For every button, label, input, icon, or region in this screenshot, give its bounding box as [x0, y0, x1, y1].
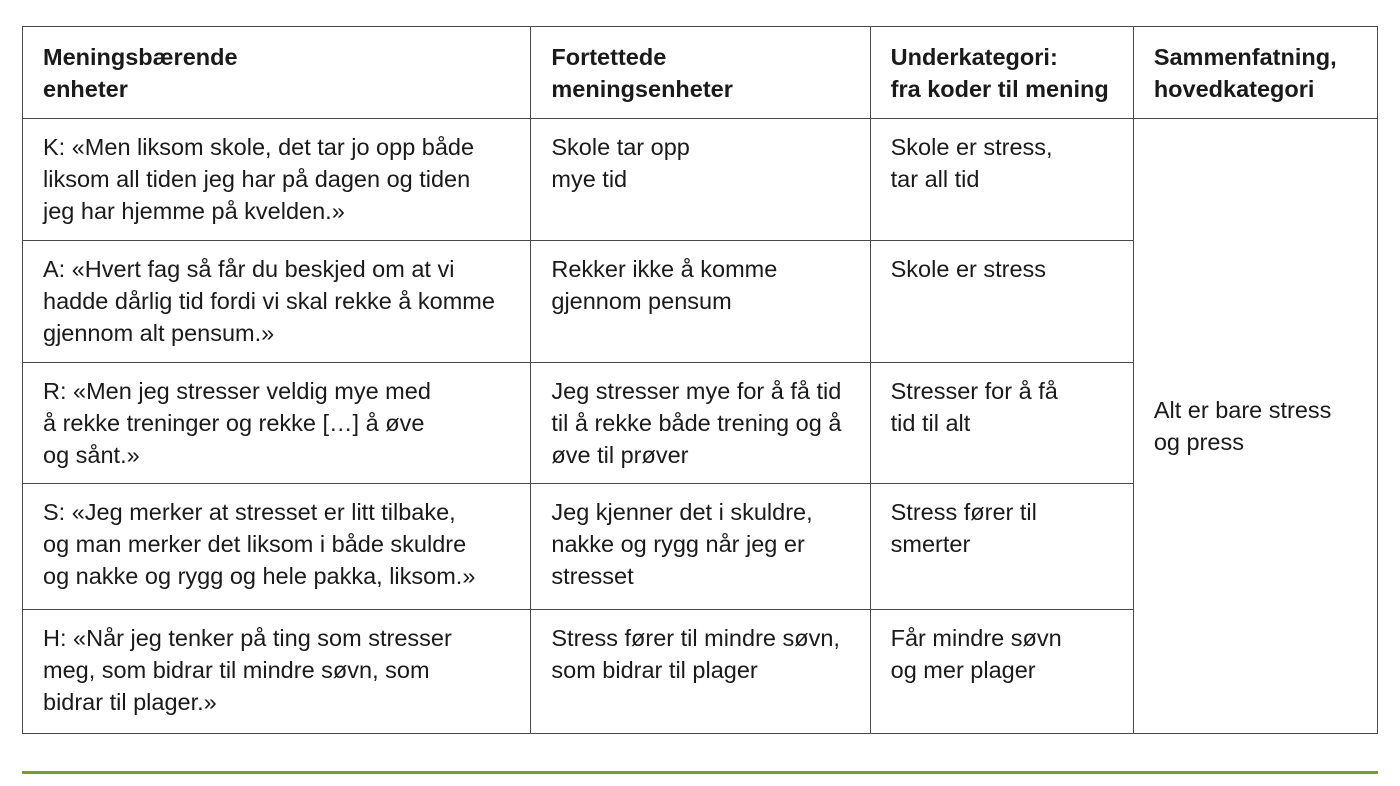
cell-subcategory: Stresser for å få tid til alt [870, 363, 1133, 484]
cell-subcategory: Skole er stress, tar all tid [870, 119, 1133, 241]
cell-condensed: Stress fører til mindre søvn, som bidrar til plager [531, 610, 870, 734]
cell-main-category: Alt er bare stress og press [1133, 119, 1377, 734]
header-main-category: Sammenfatning, hovedkategori [1133, 27, 1377, 119]
cell-meaning-unit: S: «Jeg merker at stresset er litt tilbake, og man merker det liksom i både skuldre og nakke og rygg og hele pakka, liksom.» [23, 484, 531, 610]
cell-condensed: Jeg stresser mye for å få tid til å rekke både trening og å øve til prøver [531, 363, 870, 484]
cell-subcategory: Får mindre søvn og mer plager [870, 610, 1133, 734]
table-header-row [23, 27, 1378, 119]
header-meaning-units: Meningsbærende enheter [23, 27, 531, 119]
header-condensed-units: Fortettede meningsenheter [531, 27, 870, 119]
cell-subcategory: Stress fører til smerter [870, 484, 1133, 610]
cell-subcategory: Skole er stress [870, 241, 1133, 363]
header-subcategory: Underkategori: fra koder til mening [870, 27, 1133, 119]
analysis-table-container [22, 26, 1378, 734]
cell-meaning-unit: R: «Men jeg stresser veldig mye med å rekke treninger og rekke […] å øve og sånt.» [23, 363, 531, 484]
footer-rule [22, 771, 1378, 774]
cell-meaning-unit: H: «Når jeg tenker på ting som stresser meg, som bidrar til mindre søvn, som bidrar til plager.» [23, 610, 531, 734]
analysis-table [22, 26, 1378, 734]
cell-meaning-unit: A: «Hvert fag så får du beskjed om at vi hadde dårlig tid fordi vi skal rekke å komme gjennom alt pensum.» [23, 241, 531, 363]
table-row [23, 119, 1378, 241]
cell-condensed: Skole tar opp mye tid [531, 119, 870, 241]
cell-meaning-unit: K: «Men liksom skole, det tar jo opp både liksom all tiden jeg har på dagen og tiden jeg har hjemme på kvelden.» [23, 119, 531, 241]
cell-condensed: Jeg kjenner det i skuldre, nakke og rygg når jeg er stresset [531, 484, 870, 610]
cell-condensed: Rekker ikke å komme gjennom pensum [531, 241, 870, 363]
